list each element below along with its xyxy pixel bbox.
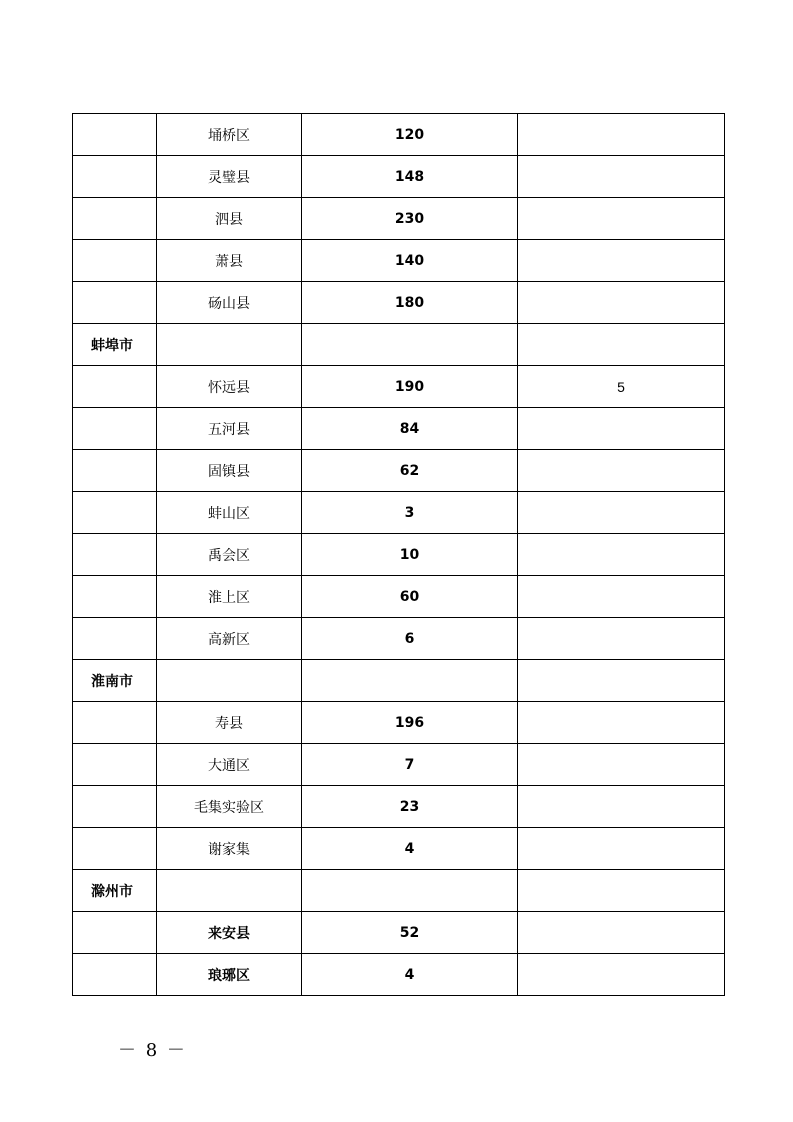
table-row [73, 744, 725, 786]
county-cell: 谢家集 [157, 828, 302, 870]
city-cell [73, 744, 157, 786]
extra-cell [518, 324, 725, 366]
city-cell [73, 576, 157, 618]
value-cell: 190 [302, 366, 518, 408]
extra-cell: 5 [518, 366, 725, 408]
table-row [73, 534, 725, 576]
extra-cell [518, 576, 725, 618]
value-cell: 196 [302, 702, 518, 744]
extra-cell [518, 534, 725, 576]
county-cell: 来安县 [157, 912, 302, 954]
county-cell: 蚌山区 [157, 492, 302, 534]
county-cell: 灵璧县 [157, 156, 302, 198]
extra-cell [518, 114, 725, 156]
extra-cell [518, 702, 725, 744]
county-cell: 泗县 [157, 198, 302, 240]
value-cell: 62 [302, 450, 518, 492]
county-cell: 萧县 [157, 240, 302, 282]
table-row [73, 450, 725, 492]
table-row [73, 828, 725, 870]
county-cell [157, 870, 302, 912]
extra-cell [518, 786, 725, 828]
table-row [73, 618, 725, 660]
extra-cell [518, 492, 725, 534]
table-row [73, 366, 725, 408]
value-cell: 84 [302, 408, 518, 450]
county-cell: 砀山县 [157, 282, 302, 324]
table-row [73, 240, 725, 282]
table-row [73, 576, 725, 618]
extra-cell [518, 450, 725, 492]
extra-cell [518, 240, 725, 282]
city-cell: 滁州市 [73, 870, 157, 912]
value-cell: 10 [302, 534, 518, 576]
extra-cell [518, 618, 725, 660]
extra-cell [518, 660, 725, 702]
county-cell: 怀远县 [157, 366, 302, 408]
extra-cell [518, 198, 725, 240]
city-cell [73, 450, 157, 492]
extra-cell [518, 912, 725, 954]
table-row [73, 198, 725, 240]
value-cell: 4 [302, 954, 518, 996]
city-cell [73, 240, 157, 282]
county-cell [157, 660, 302, 702]
table-row-city-header [73, 660, 725, 702]
city-cell [73, 114, 157, 156]
city-cell [73, 282, 157, 324]
city-cell [73, 786, 157, 828]
value-cell [302, 870, 518, 912]
city-cell [73, 828, 157, 870]
value-cell [302, 324, 518, 366]
city-cell: 淮南市 [73, 660, 157, 702]
extra-cell [518, 408, 725, 450]
value-cell: 180 [302, 282, 518, 324]
value-cell [302, 660, 518, 702]
table-row [73, 702, 725, 744]
table-row-city-header [73, 324, 725, 366]
city-cell [73, 534, 157, 576]
extra-cell [518, 156, 725, 198]
table-row-city-header [73, 870, 725, 912]
value-cell: 140 [302, 240, 518, 282]
value-cell: 52 [302, 912, 518, 954]
value-cell: 23 [302, 786, 518, 828]
extra-cell [518, 744, 725, 786]
city-cell [73, 912, 157, 954]
county-cell: 寿县 [157, 702, 302, 744]
table-row [73, 282, 725, 324]
extra-cell [518, 828, 725, 870]
city-cell [73, 492, 157, 534]
table-row [73, 954, 725, 996]
table-row [73, 912, 725, 954]
county-cell: 毛集实验区 [157, 786, 302, 828]
table-row [73, 114, 725, 156]
city-cell [73, 366, 157, 408]
value-cell: 60 [302, 576, 518, 618]
county-cell: 禹会区 [157, 534, 302, 576]
value-cell: 7 [302, 744, 518, 786]
extra-cell [518, 870, 725, 912]
table-row [73, 786, 725, 828]
county-cell: 高新区 [157, 618, 302, 660]
county-cell: 大通区 [157, 744, 302, 786]
county-cell [157, 324, 302, 366]
page-number: － 8 － [118, 1040, 187, 1061]
extra-cell [518, 954, 725, 996]
city-cell [73, 702, 157, 744]
city-cell [73, 954, 157, 996]
table-row [73, 408, 725, 450]
county-cell: 埇桥区 [157, 114, 302, 156]
allocation-table [72, 113, 725, 996]
table-row [73, 156, 725, 198]
city-cell [73, 408, 157, 450]
county-cell: 淮上区 [157, 576, 302, 618]
county-cell: 琅琊区 [157, 954, 302, 996]
city-cell: 蚌埠市 [73, 324, 157, 366]
value-cell: 3 [302, 492, 518, 534]
value-cell: 120 [302, 114, 518, 156]
value-cell: 6 [302, 618, 518, 660]
city-cell [73, 618, 157, 660]
county-cell: 五河县 [157, 408, 302, 450]
city-cell [73, 156, 157, 198]
value-cell: 4 [302, 828, 518, 870]
extra-cell [518, 282, 725, 324]
table-row [73, 492, 725, 534]
value-cell: 148 [302, 156, 518, 198]
county-cell: 固镇县 [157, 450, 302, 492]
value-cell: 230 [302, 198, 518, 240]
city-cell [73, 198, 157, 240]
